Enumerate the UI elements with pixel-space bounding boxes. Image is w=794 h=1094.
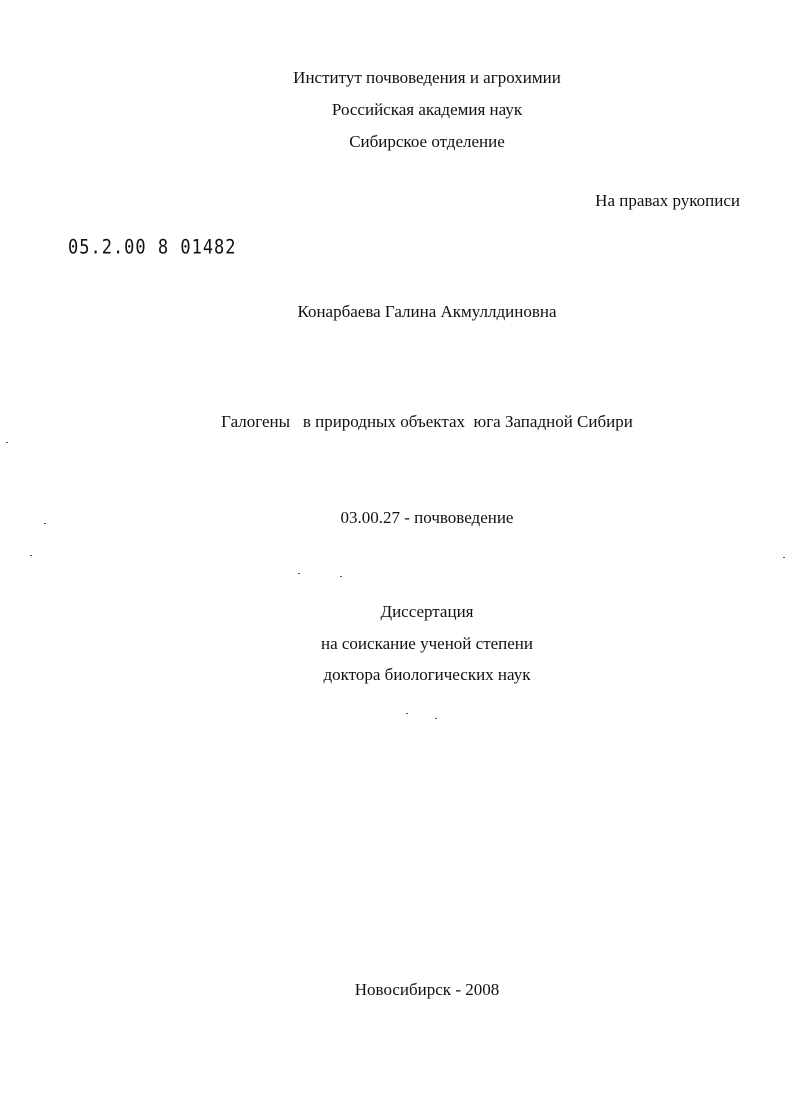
city-year: Новосибирск - 2008	[354, 980, 500, 999]
institute-name: Институт почвоведения и агрохимии	[293, 68, 561, 87]
branch-name: Сибирское отделение	[349, 132, 505, 151]
degree-line-2: на соискание ученой степени	[320, 634, 534, 653]
registration-stamp: 05.2.00 8 01482	[68, 236, 237, 259]
scan-speck	[435, 718, 437, 719]
scan-speck	[44, 523, 46, 524]
manuscript-note: На правах рукописи	[595, 191, 740, 210]
specialty-code: 03.00.27 - почвоведение	[340, 508, 514, 527]
degree-line-1: Диссертация	[380, 602, 474, 621]
dissertation-title: Галогены в природных объектах юга Западной Сибири	[221, 412, 633, 431]
degree-line-3: доктора биологических наук	[323, 665, 531, 684]
scan-speck	[406, 713, 408, 714]
scan-speck	[340, 576, 342, 577]
scan-speck	[298, 573, 300, 574]
scan-speck	[783, 557, 785, 558]
author-name: Конарбаева Галина Акмуллдиновна	[297, 302, 557, 321]
scan-speck	[6, 442, 8, 443]
scan-speck	[30, 555, 32, 556]
academy-name: Российская академия наук	[331, 100, 523, 119]
